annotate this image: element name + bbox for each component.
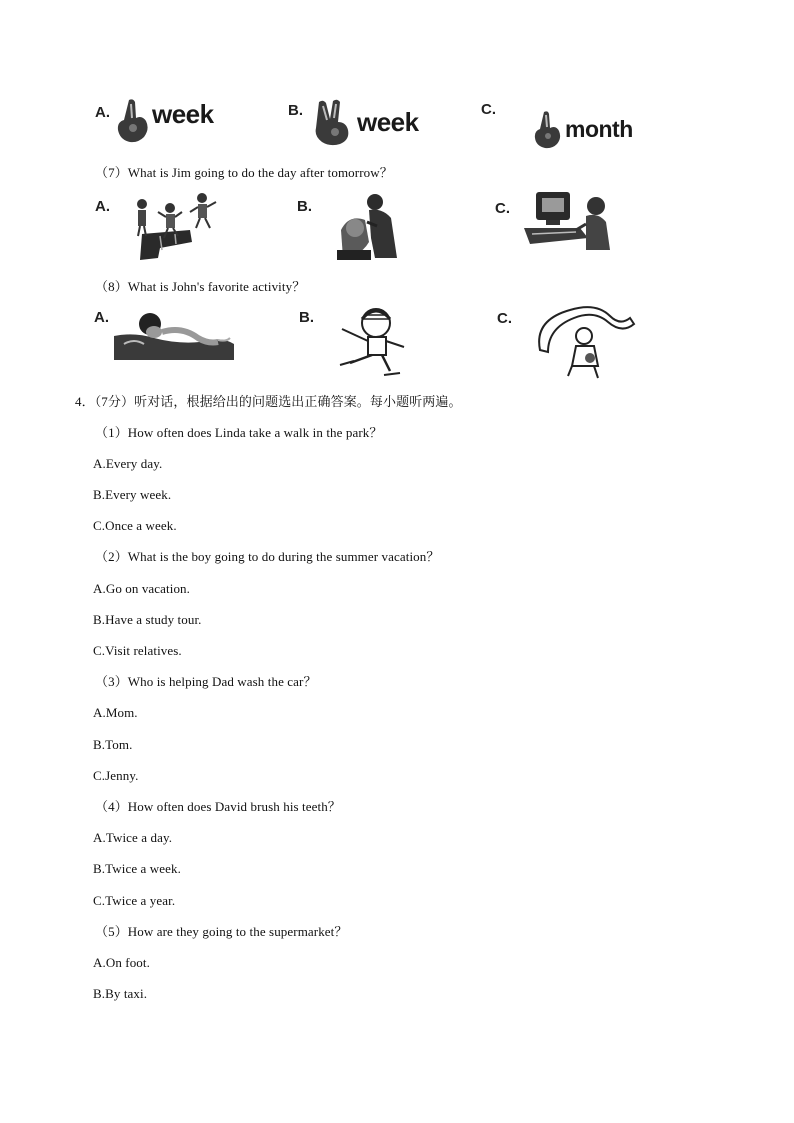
s4-q5-option-a[interactable]: A.On foot. (93, 955, 150, 970)
kids-playing-hopscotch-picture (130, 190, 220, 262)
s4-question-4: （4）How often does David brush his teeth？ (95, 799, 341, 814)
row1-option-b-letter: B. (288, 102, 303, 119)
s4-q1-option-b[interactable]: B.Every week. (93, 487, 172, 502)
s4-question-5: （5）How are they going to the supermarket？ (95, 924, 348, 939)
s4-q3-option-a[interactable]: A.Mom. (93, 705, 138, 720)
question-7-text: （7）What is Jim going to do the day after tomorrow？ (95, 165, 393, 180)
q8-option-a-letter: A. (94, 309, 109, 326)
one-finger-icon (532, 110, 564, 150)
row1-option-a-letter: A. (95, 104, 110, 121)
row1-option-c-letter: C. (481, 101, 496, 118)
s4-q1-option-c[interactable]: C.Once a week. (93, 518, 177, 533)
s4-q4-option-a[interactable]: A.Twice a day. (93, 830, 173, 845)
swimming-picture (114, 310, 234, 360)
q7-option-b-letter: B. (297, 198, 312, 215)
s4-question-1: （1）How often does Linda take a walk in the park？ (95, 425, 383, 440)
row1-options (0, 0, 794, 160)
s4-q2-option-b[interactable]: B.Have a study tour. (93, 612, 202, 627)
q7-option-c-letter: C. (495, 200, 510, 217)
two-fingers-icon (313, 98, 355, 146)
question-8-text: （8）What is John's favorite activity？ (95, 279, 306, 294)
s4-q5-option-b[interactable]: B.By taxi. (93, 986, 148, 1001)
one-finger-icon (115, 98, 151, 144)
s4-question-2: （2）What is the boy going to do during the summer vacation？ (95, 549, 440, 564)
s4-q4-option-b[interactable]: B.Twice a week. (93, 861, 181, 876)
s4-q3-option-b[interactable]: B.Tom. (93, 737, 133, 752)
s4-q3-option-c[interactable]: C.Jenny. (93, 768, 139, 783)
boy-at-computer-picture (520, 188, 615, 256)
ice-skating-picture (330, 305, 410, 379)
s4-q2-option-a[interactable]: A.Go on vacation. (93, 581, 191, 596)
q8-option-c-letter: C. (497, 310, 512, 327)
q7-option-a-letter: A. (95, 198, 110, 215)
ribbon-dance-picture (532, 302, 636, 382)
s4-q1-option-a[interactable]: A.Every day. (93, 456, 163, 471)
s4-q4-option-c[interactable]: C.Twice a year. (93, 893, 176, 908)
row1-option-b-word: week (357, 107, 419, 137)
s4-q2-option-c[interactable]: C.Visit relatives. (93, 643, 182, 658)
q8-option-b-letter: B. (299, 309, 314, 326)
row1-option-a-word: week (152, 99, 214, 129)
haircut-picture (333, 190, 408, 262)
section-4-header: 4．（7分）听对话，根据给出的问题选出正确答案。每小题听两遍。 (75, 394, 462, 409)
s4-question-3: （3）Who is helping Dad wash the car？ (95, 674, 317, 689)
row1-option-c-word: month (565, 116, 633, 142)
